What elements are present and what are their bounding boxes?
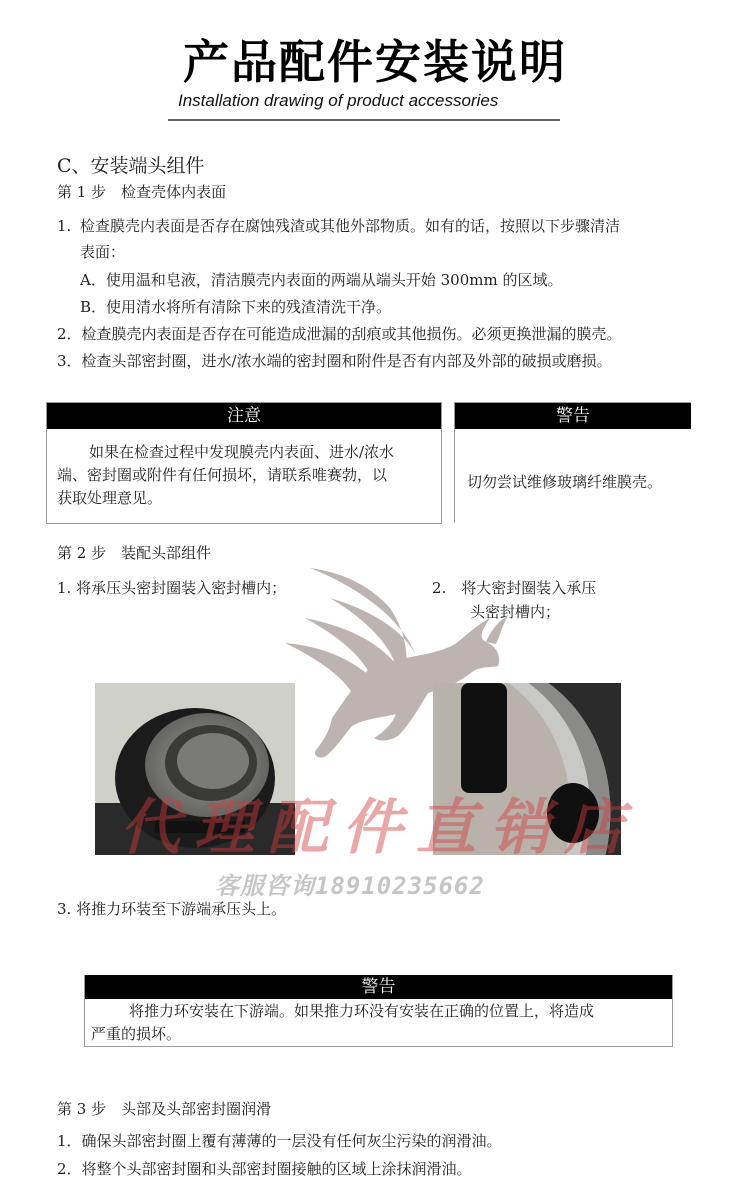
step1-item1-line2: 表面： xyxy=(80,243,126,261)
warning2-line-1: 将推力环安装在下游端。如果推力环没有安装在正确的位置上，将造成 xyxy=(129,1002,595,1020)
notice-line-1: 如果在检查过程中发现膜壳内表面、进水/浓水 xyxy=(89,443,395,461)
step2-item2-line1: 2. 将大密封圈装入承压 xyxy=(432,579,597,597)
section-heading: C、安装端头组件 xyxy=(57,155,205,177)
step3-item2: 2．将整个头部密封圈和头部密封圈接触的区域上涂抹润滑油。 xyxy=(57,1160,472,1178)
warning-box-heading: 警告 xyxy=(455,403,691,429)
step1-sub-a: A．使用温和皂液，清洁膜壳内表面的两端从端头开始 300mm 的区域。 xyxy=(80,271,563,289)
step1-item1-line1: 检查膜壳内表面是否存在腐蚀残渣或其他外部物质。如有的话，按照以下步骤清洁 xyxy=(80,217,621,235)
step1-item2: 2．检查膜壳内表面是否存在可能造成泄漏的刮痕或其他损伤。必须更换泄漏的膜壳。 xyxy=(57,325,622,343)
step3-title: 第 3 步 头部及头部密封圈润滑 xyxy=(57,1100,272,1118)
step2-item1: 1. 将承压头密封圈装入密封槽内； xyxy=(57,579,287,597)
notice-line-3: 获取处理意见。 xyxy=(57,489,163,507)
notice-box xyxy=(46,402,442,524)
title-divider xyxy=(168,119,560,121)
page-subtitle: Installation drawing of product accessories xyxy=(178,91,499,110)
step1-sub-b: B．使用清水将所有清除下来的残渣清洗干净。 xyxy=(80,298,392,316)
warning-box-2 xyxy=(84,975,673,1047)
step2-title: 第 2 步 装配头部组件 xyxy=(57,544,212,562)
warning-box-text: 切勿尝试维修玻璃纤维膜壳。 xyxy=(467,473,663,491)
step1-item3: 3．检查头部密封圈，进水/浓水端的密封圈和附件是否有内部及外部的破损或磨损。 xyxy=(57,352,612,370)
step2-item2-line2: 头密封槽内； xyxy=(470,603,561,621)
service-watermark: 客服咨询18910235662 xyxy=(215,872,485,900)
step3-item1: 1．确保头部密封圈上覆有薄薄的一层没有任何灰尘污染的润滑油。 xyxy=(57,1132,502,1150)
notice-line-2: 端、密封圈或附件有任何损坏，请联系唯赛勃，以 xyxy=(57,466,388,484)
step1-title: 第 1 步 检查壳体内表面 xyxy=(57,183,227,201)
warning-box xyxy=(454,402,691,523)
page-title: 产品配件安装说明 xyxy=(183,35,567,89)
shop-watermark: 代理配件直销店 xyxy=(120,793,638,863)
notice-box-heading: 注意 xyxy=(47,403,441,429)
step2-item3: 3. 将推力环装至下游端承压头上。 xyxy=(57,900,287,918)
warning-box-2-heading: 警告 xyxy=(85,975,672,999)
warning2-line-2: 严重的损坏。 xyxy=(91,1025,182,1043)
step1-item1-num: 1. xyxy=(57,217,72,235)
